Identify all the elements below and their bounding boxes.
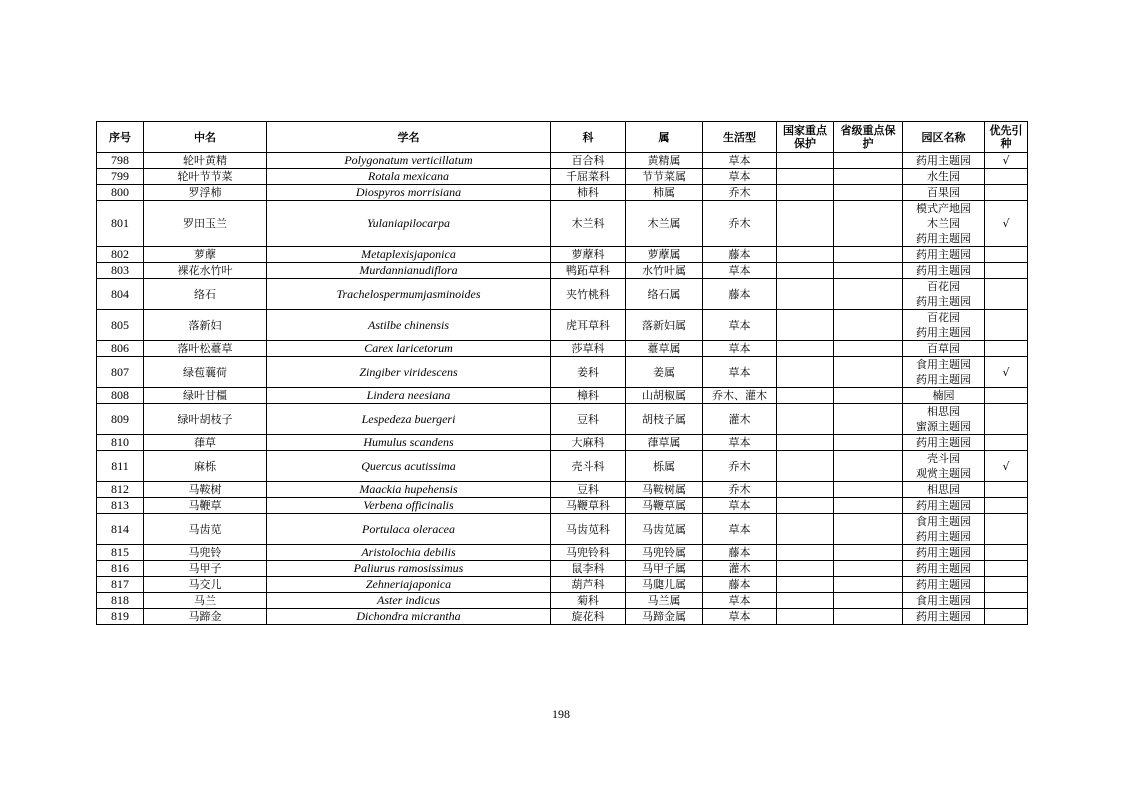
cell-provincial-protection bbox=[834, 341, 903, 357]
cell-life-form: 藤本 bbox=[703, 279, 777, 310]
cell-genus: 萝藦属 bbox=[626, 247, 703, 263]
cell-provincial-protection bbox=[834, 609, 903, 625]
cell-genus: 柿属 bbox=[626, 185, 703, 201]
cell-scientific-name: Zingiber viridescens bbox=[267, 357, 551, 388]
garden-name-line: 百花园 bbox=[927, 311, 960, 324]
cell-garden-name bbox=[903, 169, 985, 185]
cell-provincial-protection bbox=[834, 388, 903, 404]
cell-chinese-name: 裸花水竹叶 bbox=[144, 263, 267, 279]
garden-name-line: 药用主题园 bbox=[916, 530, 971, 543]
cell-life-form: 草本 bbox=[703, 310, 777, 341]
garden-name-line: 楠园 bbox=[932, 389, 955, 402]
cell-scientific-name: Diospyros morrisiana bbox=[267, 185, 551, 201]
garden-name-line: 食用主题园 bbox=[916, 594, 971, 607]
cell-family: 虎耳草科 bbox=[551, 310, 626, 341]
table-row bbox=[97, 153, 1028, 169]
cell-chinese-name: 落新妇 bbox=[144, 310, 267, 341]
cell-national-protection bbox=[777, 341, 834, 357]
cell-scientific-name: Trachelospermumjasminoides bbox=[267, 279, 551, 310]
cell-family: 柿科 bbox=[551, 185, 626, 201]
cell-genus: 马兜铃属 bbox=[626, 545, 703, 561]
cell-scientific-name: Aster indicus bbox=[267, 593, 551, 609]
cell-national-protection bbox=[777, 279, 834, 310]
cell-number: 804 bbox=[97, 279, 144, 310]
cell-chinese-name: 轮叶黄精 bbox=[144, 153, 267, 169]
cell-scientific-name: Portulaca oleracea bbox=[267, 514, 551, 545]
garden-name-line: 蜜源主题园 bbox=[916, 420, 971, 433]
cell-scientific-name: Rotala mexicana bbox=[267, 169, 551, 185]
header-life-form: 生活型 bbox=[703, 122, 777, 153]
cell-chinese-name: 马交儿 bbox=[144, 577, 267, 593]
garden-name-line: 药用主题园 bbox=[916, 154, 971, 167]
cell-garden-name bbox=[903, 593, 985, 609]
table-row bbox=[97, 357, 1028, 388]
cell-national-protection bbox=[777, 593, 834, 609]
cell-scientific-name: Yulaniapilocarpa bbox=[267, 201, 551, 247]
cell-priority bbox=[985, 609, 1028, 625]
cell-number: 819 bbox=[97, 609, 144, 625]
table-header-row bbox=[97, 122, 1028, 153]
cell-priority: √ bbox=[985, 357, 1028, 388]
cell-genus: 姜属 bbox=[626, 357, 703, 388]
garden-name-line: 百草园 bbox=[927, 342, 960, 355]
header-priority: 优先引种 bbox=[985, 122, 1028, 153]
cell-provincial-protection bbox=[834, 169, 903, 185]
cell-national-protection bbox=[777, 545, 834, 561]
cell-family: 马齿苋科 bbox=[551, 514, 626, 545]
garden-name-line: 药用主题园 bbox=[916, 610, 971, 623]
cell-life-form: 藤本 bbox=[703, 577, 777, 593]
cell-life-form: 草本 bbox=[703, 435, 777, 451]
cell-national-protection bbox=[777, 451, 834, 482]
cell-number: 811 bbox=[97, 451, 144, 482]
cell-scientific-name: Humulus scandens bbox=[267, 435, 551, 451]
header-family: 科 bbox=[551, 122, 626, 153]
cell-garden-name bbox=[903, 498, 985, 514]
cell-national-protection bbox=[777, 561, 834, 577]
cell-family: 樟科 bbox=[551, 388, 626, 404]
cell-provincial-protection bbox=[834, 545, 903, 561]
cell-priority bbox=[985, 545, 1028, 561]
cell-national-protection bbox=[777, 482, 834, 498]
cell-genus: 葎草属 bbox=[626, 435, 703, 451]
garden-name-line: 百花园 bbox=[927, 280, 960, 293]
cell-family: 马兜铃科 bbox=[551, 545, 626, 561]
cell-priority bbox=[985, 577, 1028, 593]
cell-chinese-name: 马甲子 bbox=[144, 561, 267, 577]
cell-genus: 马瓟儿属 bbox=[626, 577, 703, 593]
cell-scientific-name: Polygonatum verticillatum bbox=[267, 153, 551, 169]
cell-garden-name bbox=[903, 341, 985, 357]
cell-family: 夹竹桃科 bbox=[551, 279, 626, 310]
cell-family: 壳斗科 bbox=[551, 451, 626, 482]
table-row bbox=[97, 279, 1028, 310]
cell-provincial-protection bbox=[834, 577, 903, 593]
table-body bbox=[97, 153, 1028, 625]
cell-scientific-name: Metaplexisjaponica bbox=[267, 247, 551, 263]
cell-national-protection bbox=[777, 169, 834, 185]
cell-garden-name bbox=[903, 153, 985, 169]
cell-number: 816 bbox=[97, 561, 144, 577]
cell-number: 808 bbox=[97, 388, 144, 404]
cell-genus: 胡枝子属 bbox=[626, 404, 703, 435]
cell-priority bbox=[985, 514, 1028, 545]
cell-priority: √ bbox=[985, 153, 1028, 169]
cell-family: 鸭跖草科 bbox=[551, 263, 626, 279]
cell-scientific-name: Carex laricetorum bbox=[267, 341, 551, 357]
cell-national-protection bbox=[777, 357, 834, 388]
cell-scientific-name: Dichondra micrantha bbox=[267, 609, 551, 625]
cell-garden-name bbox=[903, 263, 985, 279]
header-chinese-name: 中名 bbox=[144, 122, 267, 153]
cell-life-form: 草本 bbox=[703, 498, 777, 514]
cell-number: 803 bbox=[97, 263, 144, 279]
cell-life-form: 灌木 bbox=[703, 561, 777, 577]
garden-name-line: 药用主题园 bbox=[916, 562, 971, 575]
cell-provincial-protection bbox=[834, 247, 903, 263]
cell-priority bbox=[985, 310, 1028, 341]
header-genus: 属 bbox=[626, 122, 703, 153]
cell-scientific-name: Astilbe chinensis bbox=[267, 310, 551, 341]
garden-name-line: 食用主题园 bbox=[916, 358, 971, 371]
cell-life-form: 草本 bbox=[703, 169, 777, 185]
cell-genus: 木兰属 bbox=[626, 201, 703, 247]
cell-chinese-name: 罗田玉兰 bbox=[144, 201, 267, 247]
garden-name-line: 药用主题园 bbox=[916, 232, 971, 245]
cell-life-form: 草本 bbox=[703, 593, 777, 609]
cell-scientific-name: Paliurus ramosissimus bbox=[267, 561, 551, 577]
header-no: 序号 bbox=[97, 122, 144, 153]
garden-name-line: 模式产地园 bbox=[916, 202, 971, 215]
cell-garden-name bbox=[903, 201, 985, 247]
cell-scientific-name: Quercus acutissima bbox=[267, 451, 551, 482]
cell-genus: 络石属 bbox=[626, 279, 703, 310]
cell-chinese-name: 马齿苋 bbox=[144, 514, 267, 545]
cell-garden-name bbox=[903, 514, 985, 545]
cell-chinese-name: 罗浮柿 bbox=[144, 185, 267, 201]
cell-life-form: 灌木 bbox=[703, 404, 777, 435]
cell-number: 802 bbox=[97, 247, 144, 263]
cell-genus: 马蹄金属 bbox=[626, 609, 703, 625]
cell-provincial-protection bbox=[834, 514, 903, 545]
cell-chinese-name: 葎草 bbox=[144, 435, 267, 451]
table-row bbox=[97, 201, 1028, 247]
table-row bbox=[97, 451, 1028, 482]
cell-scientific-name: Maackia hupehensis bbox=[267, 482, 551, 498]
garden-name-line: 药用主题园 bbox=[916, 499, 971, 512]
cell-genus: 马甲子属 bbox=[626, 561, 703, 577]
header-garden-name: 园区名称 bbox=[903, 122, 985, 153]
cell-life-form: 藤本 bbox=[703, 545, 777, 561]
cell-national-protection bbox=[777, 577, 834, 593]
cell-priority bbox=[985, 498, 1028, 514]
cell-family: 鼠李科 bbox=[551, 561, 626, 577]
cell-priority bbox=[985, 404, 1028, 435]
cell-genus: 山胡椒属 bbox=[626, 388, 703, 404]
table-row bbox=[97, 404, 1028, 435]
cell-number: 814 bbox=[97, 514, 144, 545]
cell-garden-name bbox=[903, 482, 985, 498]
cell-priority bbox=[985, 388, 1028, 404]
cell-priority bbox=[985, 482, 1028, 498]
cell-scientific-name: Zehneriajaponica bbox=[267, 577, 551, 593]
cell-number: 807 bbox=[97, 357, 144, 388]
cell-number: 813 bbox=[97, 498, 144, 514]
cell-life-form: 草本 bbox=[703, 357, 777, 388]
cell-garden-name bbox=[903, 357, 985, 388]
cell-provincial-protection bbox=[834, 451, 903, 482]
cell-family: 大麻科 bbox=[551, 435, 626, 451]
table-row bbox=[97, 341, 1028, 357]
cell-garden-name bbox=[903, 435, 985, 451]
cell-national-protection bbox=[777, 498, 834, 514]
cell-provincial-protection bbox=[834, 482, 903, 498]
cell-family: 姜科 bbox=[551, 357, 626, 388]
cell-number: 812 bbox=[97, 482, 144, 498]
cell-family: 旋花科 bbox=[551, 609, 626, 625]
cell-number: 818 bbox=[97, 593, 144, 609]
cell-chinese-name: 马鞍树 bbox=[144, 482, 267, 498]
table-row bbox=[97, 498, 1028, 514]
cell-life-form: 乔木、灌木 bbox=[703, 388, 777, 404]
cell-genus: 落新妇属 bbox=[626, 310, 703, 341]
cell-garden-name bbox=[903, 577, 985, 593]
cell-number: 817 bbox=[97, 577, 144, 593]
cell-life-form: 草本 bbox=[703, 514, 777, 545]
cell-provincial-protection bbox=[834, 561, 903, 577]
cell-chinese-name: 萝藦 bbox=[144, 247, 267, 263]
cell-national-protection bbox=[777, 310, 834, 341]
cell-scientific-name: Murdannianudiflora bbox=[267, 263, 551, 279]
garden-name-line: 相思园 bbox=[927, 483, 960, 496]
cell-family: 豆科 bbox=[551, 482, 626, 498]
cell-national-protection bbox=[777, 247, 834, 263]
garden-name-line: 食用主题园 bbox=[916, 515, 971, 528]
cell-genus: 薹草属 bbox=[626, 341, 703, 357]
table-row bbox=[97, 514, 1028, 545]
cell-provincial-protection bbox=[834, 185, 903, 201]
cell-number: 799 bbox=[97, 169, 144, 185]
garden-name-line: 药用主题园 bbox=[916, 264, 971, 277]
cell-garden-name bbox=[903, 279, 985, 310]
cell-genus: 马鞭草属 bbox=[626, 498, 703, 514]
cell-family: 木兰科 bbox=[551, 201, 626, 247]
cell-provincial-protection bbox=[834, 357, 903, 388]
table-row bbox=[97, 247, 1028, 263]
table-row bbox=[97, 609, 1028, 625]
cell-number: 815 bbox=[97, 545, 144, 561]
table-row bbox=[97, 435, 1028, 451]
cell-garden-name bbox=[903, 388, 985, 404]
cell-number: 798 bbox=[97, 153, 144, 169]
cell-life-form: 乔木 bbox=[703, 201, 777, 247]
cell-provincial-protection bbox=[834, 435, 903, 451]
cell-scientific-name: Verbena officinalis bbox=[267, 498, 551, 514]
cell-priority: √ bbox=[985, 201, 1028, 247]
cell-priority bbox=[985, 247, 1028, 263]
cell-number: 806 bbox=[97, 341, 144, 357]
cell-priority: √ bbox=[985, 451, 1028, 482]
cell-family: 千屈菜科 bbox=[551, 169, 626, 185]
cell-garden-name bbox=[903, 404, 985, 435]
cell-chinese-name: 绿叶胡枝子 bbox=[144, 404, 267, 435]
cell-genus: 马兰属 bbox=[626, 593, 703, 609]
header-national-protection: 国家重点保护 bbox=[777, 122, 834, 153]
cell-scientific-name: Aristolochia debilis bbox=[267, 545, 551, 561]
table-row bbox=[97, 169, 1028, 185]
cell-priority bbox=[985, 169, 1028, 185]
garden-name-line: 相思园 bbox=[927, 405, 960, 418]
cell-family: 豆科 bbox=[551, 404, 626, 435]
cell-family: 百合科 bbox=[551, 153, 626, 169]
cell-number: 801 bbox=[97, 201, 144, 247]
cell-life-form: 乔木 bbox=[703, 482, 777, 498]
cell-provincial-protection bbox=[834, 404, 903, 435]
cell-genus: 节节菜属 bbox=[626, 169, 703, 185]
garden-name-line: 壳斗园 bbox=[927, 452, 960, 465]
cell-provincial-protection bbox=[834, 279, 903, 310]
table-row bbox=[97, 593, 1028, 609]
cell-priority bbox=[985, 263, 1028, 279]
table-row bbox=[97, 388, 1028, 404]
cell-chinese-name: 马兰 bbox=[144, 593, 267, 609]
cell-family: 菊科 bbox=[551, 593, 626, 609]
cell-chinese-name: 绿苞蘘荷 bbox=[144, 357, 267, 388]
table-row bbox=[97, 310, 1028, 341]
cell-national-protection bbox=[777, 388, 834, 404]
garden-name-line: 药用主题园 bbox=[916, 295, 971, 308]
cell-national-protection bbox=[777, 153, 834, 169]
cell-provincial-protection bbox=[834, 310, 903, 341]
cell-national-protection bbox=[777, 514, 834, 545]
cell-priority bbox=[985, 593, 1028, 609]
cell-number: 810 bbox=[97, 435, 144, 451]
cell-scientific-name: Lindera neesiana bbox=[267, 388, 551, 404]
cell-chinese-name: 麻栎 bbox=[144, 451, 267, 482]
cell-priority bbox=[985, 561, 1028, 577]
cell-scientific-name: Lespedeza buergeri bbox=[267, 404, 551, 435]
cell-priority bbox=[985, 185, 1028, 201]
cell-life-form: 草本 bbox=[703, 609, 777, 625]
cell-priority bbox=[985, 341, 1028, 357]
cell-national-protection bbox=[777, 201, 834, 247]
cell-life-form: 草本 bbox=[703, 341, 777, 357]
table-row bbox=[97, 577, 1028, 593]
cell-life-form: 乔木 bbox=[703, 451, 777, 482]
species-table bbox=[96, 121, 1028, 625]
cell-chinese-name: 落叶松薹草 bbox=[144, 341, 267, 357]
cell-garden-name bbox=[903, 609, 985, 625]
cell-chinese-name: 马兜铃 bbox=[144, 545, 267, 561]
garden-name-line: 药用主题园 bbox=[916, 373, 971, 386]
cell-genus: 水竹叶属 bbox=[626, 263, 703, 279]
cell-national-protection bbox=[777, 404, 834, 435]
garden-name-line: 药用主题园 bbox=[916, 546, 971, 559]
cell-life-form: 草本 bbox=[703, 153, 777, 169]
table-row bbox=[97, 545, 1028, 561]
cell-provincial-protection bbox=[834, 593, 903, 609]
cell-genus: 马齿苋属 bbox=[626, 514, 703, 545]
garden-name-line: 木兰园 bbox=[927, 217, 960, 230]
table-row bbox=[97, 185, 1028, 201]
cell-garden-name bbox=[903, 545, 985, 561]
cell-priority bbox=[985, 435, 1028, 451]
garden-name-line: 百果园 bbox=[927, 186, 960, 199]
cell-national-protection bbox=[777, 435, 834, 451]
cell-number: 805 bbox=[97, 310, 144, 341]
cell-life-form: 草本 bbox=[703, 263, 777, 279]
cell-provincial-protection bbox=[834, 263, 903, 279]
cell-chinese-name: 马鞭草 bbox=[144, 498, 267, 514]
cell-garden-name bbox=[903, 185, 985, 201]
cell-number: 800 bbox=[97, 185, 144, 201]
cell-garden-name bbox=[903, 310, 985, 341]
cell-life-form: 藤本 bbox=[703, 247, 777, 263]
cell-life-form: 乔木 bbox=[703, 185, 777, 201]
table-row bbox=[97, 263, 1028, 279]
cell-provincial-protection bbox=[834, 153, 903, 169]
garden-name-line: 药用主题园 bbox=[916, 326, 971, 339]
garden-name-line: 药用主题园 bbox=[916, 436, 971, 449]
cell-family: 马鞭草科 bbox=[551, 498, 626, 514]
cell-garden-name bbox=[903, 561, 985, 577]
garden-name-line: 药用主题园 bbox=[916, 578, 971, 591]
cell-chinese-name: 绿叶甘橿 bbox=[144, 388, 267, 404]
cell-provincial-protection bbox=[834, 201, 903, 247]
table-row bbox=[97, 482, 1028, 498]
garden-name-line: 水生园 bbox=[927, 170, 960, 183]
cell-genus: 栎属 bbox=[626, 451, 703, 482]
cell-priority bbox=[985, 279, 1028, 310]
cell-chinese-name: 马蹄金 bbox=[144, 609, 267, 625]
header-scientific-name: 学名 bbox=[267, 122, 551, 153]
cell-number: 809 bbox=[97, 404, 144, 435]
cell-chinese-name: 轮叶节节菜 bbox=[144, 169, 267, 185]
cell-family: 葫芦科 bbox=[551, 577, 626, 593]
page-number: 198 bbox=[552, 707, 570, 721]
cell-national-protection bbox=[777, 263, 834, 279]
cell-genus: 马鞍树属 bbox=[626, 482, 703, 498]
header-provincial-protection: 省级重点保护 bbox=[834, 122, 903, 153]
garden-name-line: 观赏主题园 bbox=[916, 467, 971, 480]
cell-garden-name bbox=[903, 247, 985, 263]
cell-family: 萝藦科 bbox=[551, 247, 626, 263]
cell-national-protection bbox=[777, 609, 834, 625]
cell-provincial-protection bbox=[834, 498, 903, 514]
table-row bbox=[97, 561, 1028, 577]
cell-family: 莎草科 bbox=[551, 341, 626, 357]
cell-garden-name bbox=[903, 451, 985, 482]
cell-genus: 黄精属 bbox=[626, 153, 703, 169]
cell-national-protection bbox=[777, 185, 834, 201]
cell-chinese-name: 络石 bbox=[144, 279, 267, 310]
garden-name-line: 药用主题园 bbox=[916, 248, 971, 261]
